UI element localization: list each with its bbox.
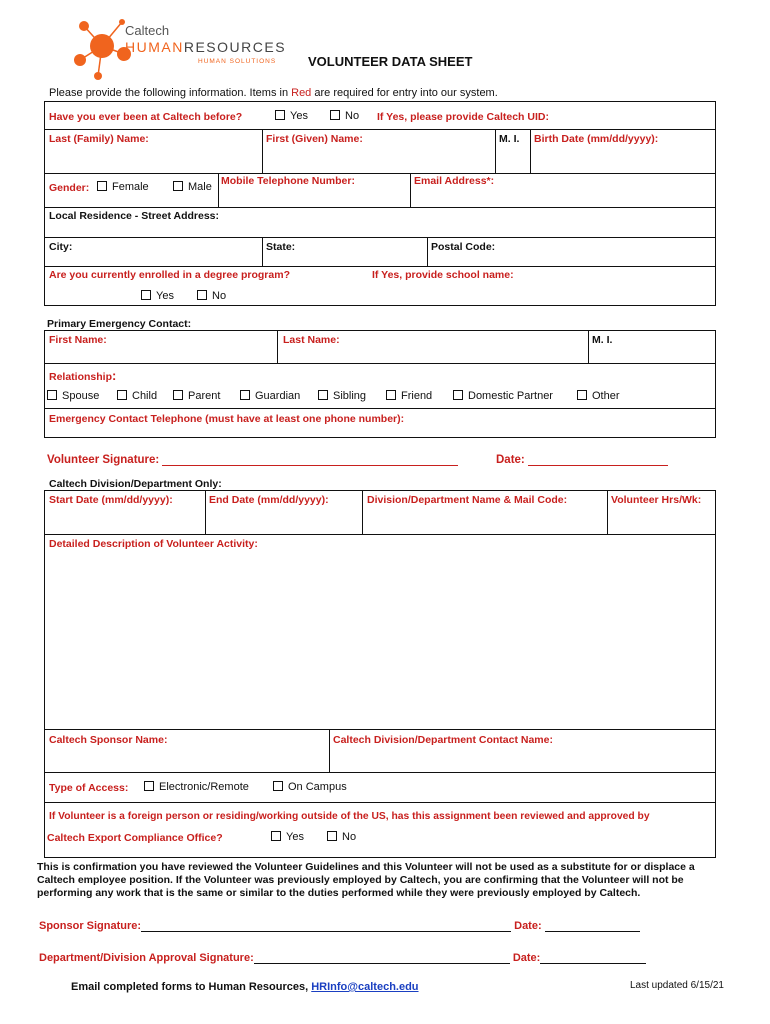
city-field[interactable]: City: xyxy=(49,241,73,253)
postal-code-field[interactable]: Postal Code: xyxy=(431,241,496,253)
department-date-label: Date: xyxy=(512,952,541,964)
export-no[interactable] xyxy=(327,831,356,843)
department-date-line[interactable] xyxy=(540,951,646,964)
no-label: No xyxy=(345,110,360,122)
domestic-partner-label: Domestic Partner xyxy=(468,390,553,402)
relationship-label xyxy=(49,368,116,383)
emergency-phone-field[interactable]: Emergency Contact Telephone (must have at least one phone number): xyxy=(49,413,405,425)
emergency-last-name-field[interactable]: Last Name: xyxy=(283,334,340,346)
street-address-field[interactable]: Local Residence - Street Address: xyxy=(49,210,219,222)
first-name-field[interactable]: First (Given) Name: xyxy=(266,133,363,145)
middle-initial-field[interactable]: M. I. xyxy=(499,133,520,145)
footer-email-text xyxy=(71,981,419,993)
checkbox-icon[interactable] xyxy=(97,181,107,191)
division-name-field[interactable]: Division/Department Name & Mail Code: xyxy=(367,494,568,506)
friend-label: Friend xyxy=(401,390,433,402)
checkbox-icon[interactable] xyxy=(173,181,183,191)
sponsor-signature-line[interactable] xyxy=(141,919,511,932)
hr-email-link[interactable]: HRInfo@caltech.edu xyxy=(311,981,419,993)
emergency-first-name-field[interactable]: First Name: xyxy=(49,334,107,346)
foreign-person-question: If Volunteer is a foreign person or residing/working outside of the US, has this assignment been reviewed and approved by xyxy=(49,811,650,822)
other-label: Other xyxy=(592,390,620,402)
sibling-label: Sibling xyxy=(333,390,367,402)
rel-spouse[interactable] xyxy=(47,390,99,402)
degree-no[interactable] xyxy=(197,290,226,302)
yes-label: Yes xyxy=(286,831,304,843)
checkbox-icon[interactable] xyxy=(197,290,207,300)
sponsor-date-label: Date: xyxy=(514,920,542,932)
page-title: VOLUNTEER DATA SHEET xyxy=(308,54,473,69)
checkbox-icon[interactable] xyxy=(271,831,281,841)
checkbox-icon[interactable] xyxy=(117,390,127,400)
activity-description-field[interactable]: Detailed Description of Volunteer Activity: xyxy=(49,538,258,550)
mobile-phone-field[interactable]: Mobile Telephone Number: xyxy=(221,175,355,187)
parent-label: Parent xyxy=(188,390,221,402)
rel-friend[interactable] xyxy=(386,390,432,402)
logo-human-solutions: HUMAN SOLUTIONS xyxy=(198,58,277,65)
volunteer-date-label: Date: xyxy=(496,454,525,466)
checkbox-icon[interactable] xyxy=(273,781,283,791)
checkbox-icon[interactable] xyxy=(47,390,57,400)
volunteer-signature-line[interactable] xyxy=(162,453,458,466)
checkbox-icon[interactable] xyxy=(141,290,151,300)
logo-caltech: Caltech xyxy=(125,23,170,38)
intro-red-word: Red xyxy=(291,87,312,99)
gender-female[interactable] xyxy=(97,181,149,193)
checkbox-icon[interactable] xyxy=(577,390,587,400)
sponsor-name-field[interactable]: Caltech Sponsor Name: xyxy=(49,734,168,746)
no-label: No xyxy=(342,831,357,843)
rel-parent[interactable] xyxy=(173,390,220,402)
access-type-label: Type of Access: xyxy=(49,782,129,794)
guardian-label: Guardian xyxy=(255,390,301,402)
checkbox-icon[interactable] xyxy=(327,831,337,841)
rel-child[interactable] xyxy=(117,390,157,402)
intro-before: Please provide the following information. Items in xyxy=(49,87,292,99)
checkbox-icon[interactable] xyxy=(330,110,340,120)
molecule-logo-icon xyxy=(72,14,132,84)
start-date-field[interactable]: Start Date (mm/dd/yyyy): xyxy=(49,494,173,506)
been-before-yes[interactable] xyxy=(275,110,308,122)
sponsor-date-line[interactable] xyxy=(545,919,640,932)
volunteer-hours-field[interactable]: Volunteer Hrs/Wk: xyxy=(611,494,702,506)
been-before-no[interactable] xyxy=(330,110,359,122)
birth-date-field[interactable]: Birth Date (mm/dd/yyyy): xyxy=(534,133,659,145)
male-label: Male xyxy=(188,181,212,193)
end-date-field[interactable]: End Date (mm/dd/yyyy): xyxy=(209,494,329,506)
volunteer-date-field[interactable] xyxy=(496,453,668,466)
checkbox-icon[interactable] xyxy=(386,390,396,400)
department-signature-label: Department/Division Approval Signature: xyxy=(39,952,254,964)
access-electronic[interactable] xyxy=(144,781,249,793)
export-compliance-question: Caltech Export Compliance Office? xyxy=(47,832,223,844)
logo-human: HUMAN xyxy=(125,39,184,55)
last-name-field[interactable]: Last (Family) Name: xyxy=(49,133,149,145)
caltech-uid-field[interactable]: If Yes, please provide Caltech UID: xyxy=(377,111,549,123)
checkbox-icon[interactable] xyxy=(275,110,285,120)
relationship-text: Relationship xyxy=(49,371,113,383)
emergency-mi-field[interactable]: M. I. xyxy=(592,334,613,346)
checkbox-icon[interactable] xyxy=(173,390,183,400)
volunteer-signature-field[interactable] xyxy=(47,453,458,466)
sponsor-signature-label: Sponsor Signature: xyxy=(39,920,142,932)
on-campus-label: On Campus xyxy=(288,781,347,793)
caltech-hr-logo xyxy=(72,14,292,84)
relationship-colon: : xyxy=(112,368,117,383)
rel-sibling[interactable] xyxy=(318,390,366,402)
logo-human-resources xyxy=(125,39,286,55)
rel-domestic-partner[interactable] xyxy=(453,390,553,402)
department-signature-field[interactable] xyxy=(39,951,646,964)
confirmation-text: This is confirmation you have reviewed the Volunteer Guidelines and this Volunteer will not be used as a substitute for or displace a Caltech employee position. If the Volunteer was previously employed by Caltech, you are confirming that the Volunteer will not be performing any work that is the same or similar to the duties performed while they were previously employed by Caltech. xyxy=(37,861,695,899)
last-updated: Last updated 6/15/21 xyxy=(630,980,724,991)
no-label: No xyxy=(212,290,227,302)
sponsor-signature-field[interactable] xyxy=(39,919,640,932)
state-field[interactable]: State: xyxy=(266,241,296,253)
department-signature-line[interactable] xyxy=(254,951,510,964)
been-before-question: Have you ever been at Caltech before? xyxy=(49,111,243,123)
yes-label: Yes xyxy=(156,290,174,302)
yes-label: Yes xyxy=(290,110,308,122)
rel-other[interactable] xyxy=(577,390,620,402)
volunteer-signature-label: Volunteer Signature: xyxy=(47,454,160,466)
checkbox-icon[interactable] xyxy=(453,390,463,400)
email-field[interactable]: Email Address*: xyxy=(414,175,495,187)
spouse-label: Spouse xyxy=(62,390,100,402)
access-on-campus[interactable] xyxy=(273,781,347,793)
degree-question: Are you currently enrolled in a degree program? xyxy=(49,269,290,281)
checkbox-icon[interactable] xyxy=(144,781,154,791)
footer-email-prefix: Email completed forms to Human Resources, xyxy=(71,981,312,993)
export-yes[interactable] xyxy=(271,831,304,843)
gender-label: Gender: xyxy=(49,182,90,194)
department-contact-field[interactable]: Caltech Division/Department Contact Name: xyxy=(333,734,553,746)
electronic-label: Electronic/Remote xyxy=(159,781,249,793)
school-name-field[interactable]: If Yes, provide school name: xyxy=(372,269,514,281)
child-label: Child xyxy=(132,390,158,402)
degree-yes[interactable] xyxy=(141,290,174,302)
logo-resources: RESOURCES xyxy=(183,39,287,55)
intro-after: are required for entry into our system. xyxy=(311,87,498,99)
checkbox-icon[interactable] xyxy=(318,390,328,400)
volunteer-date-line[interactable] xyxy=(528,453,668,466)
rel-guardian[interactable] xyxy=(240,390,300,402)
emergency-heading: Primary Emergency Contact: xyxy=(47,318,192,330)
intro-text xyxy=(49,87,498,99)
checkbox-icon[interactable] xyxy=(240,390,250,400)
caltech-only-heading: Caltech Division/Department Only: xyxy=(49,478,222,490)
gender-male[interactable] xyxy=(173,181,212,193)
female-label: Female xyxy=(112,181,149,193)
